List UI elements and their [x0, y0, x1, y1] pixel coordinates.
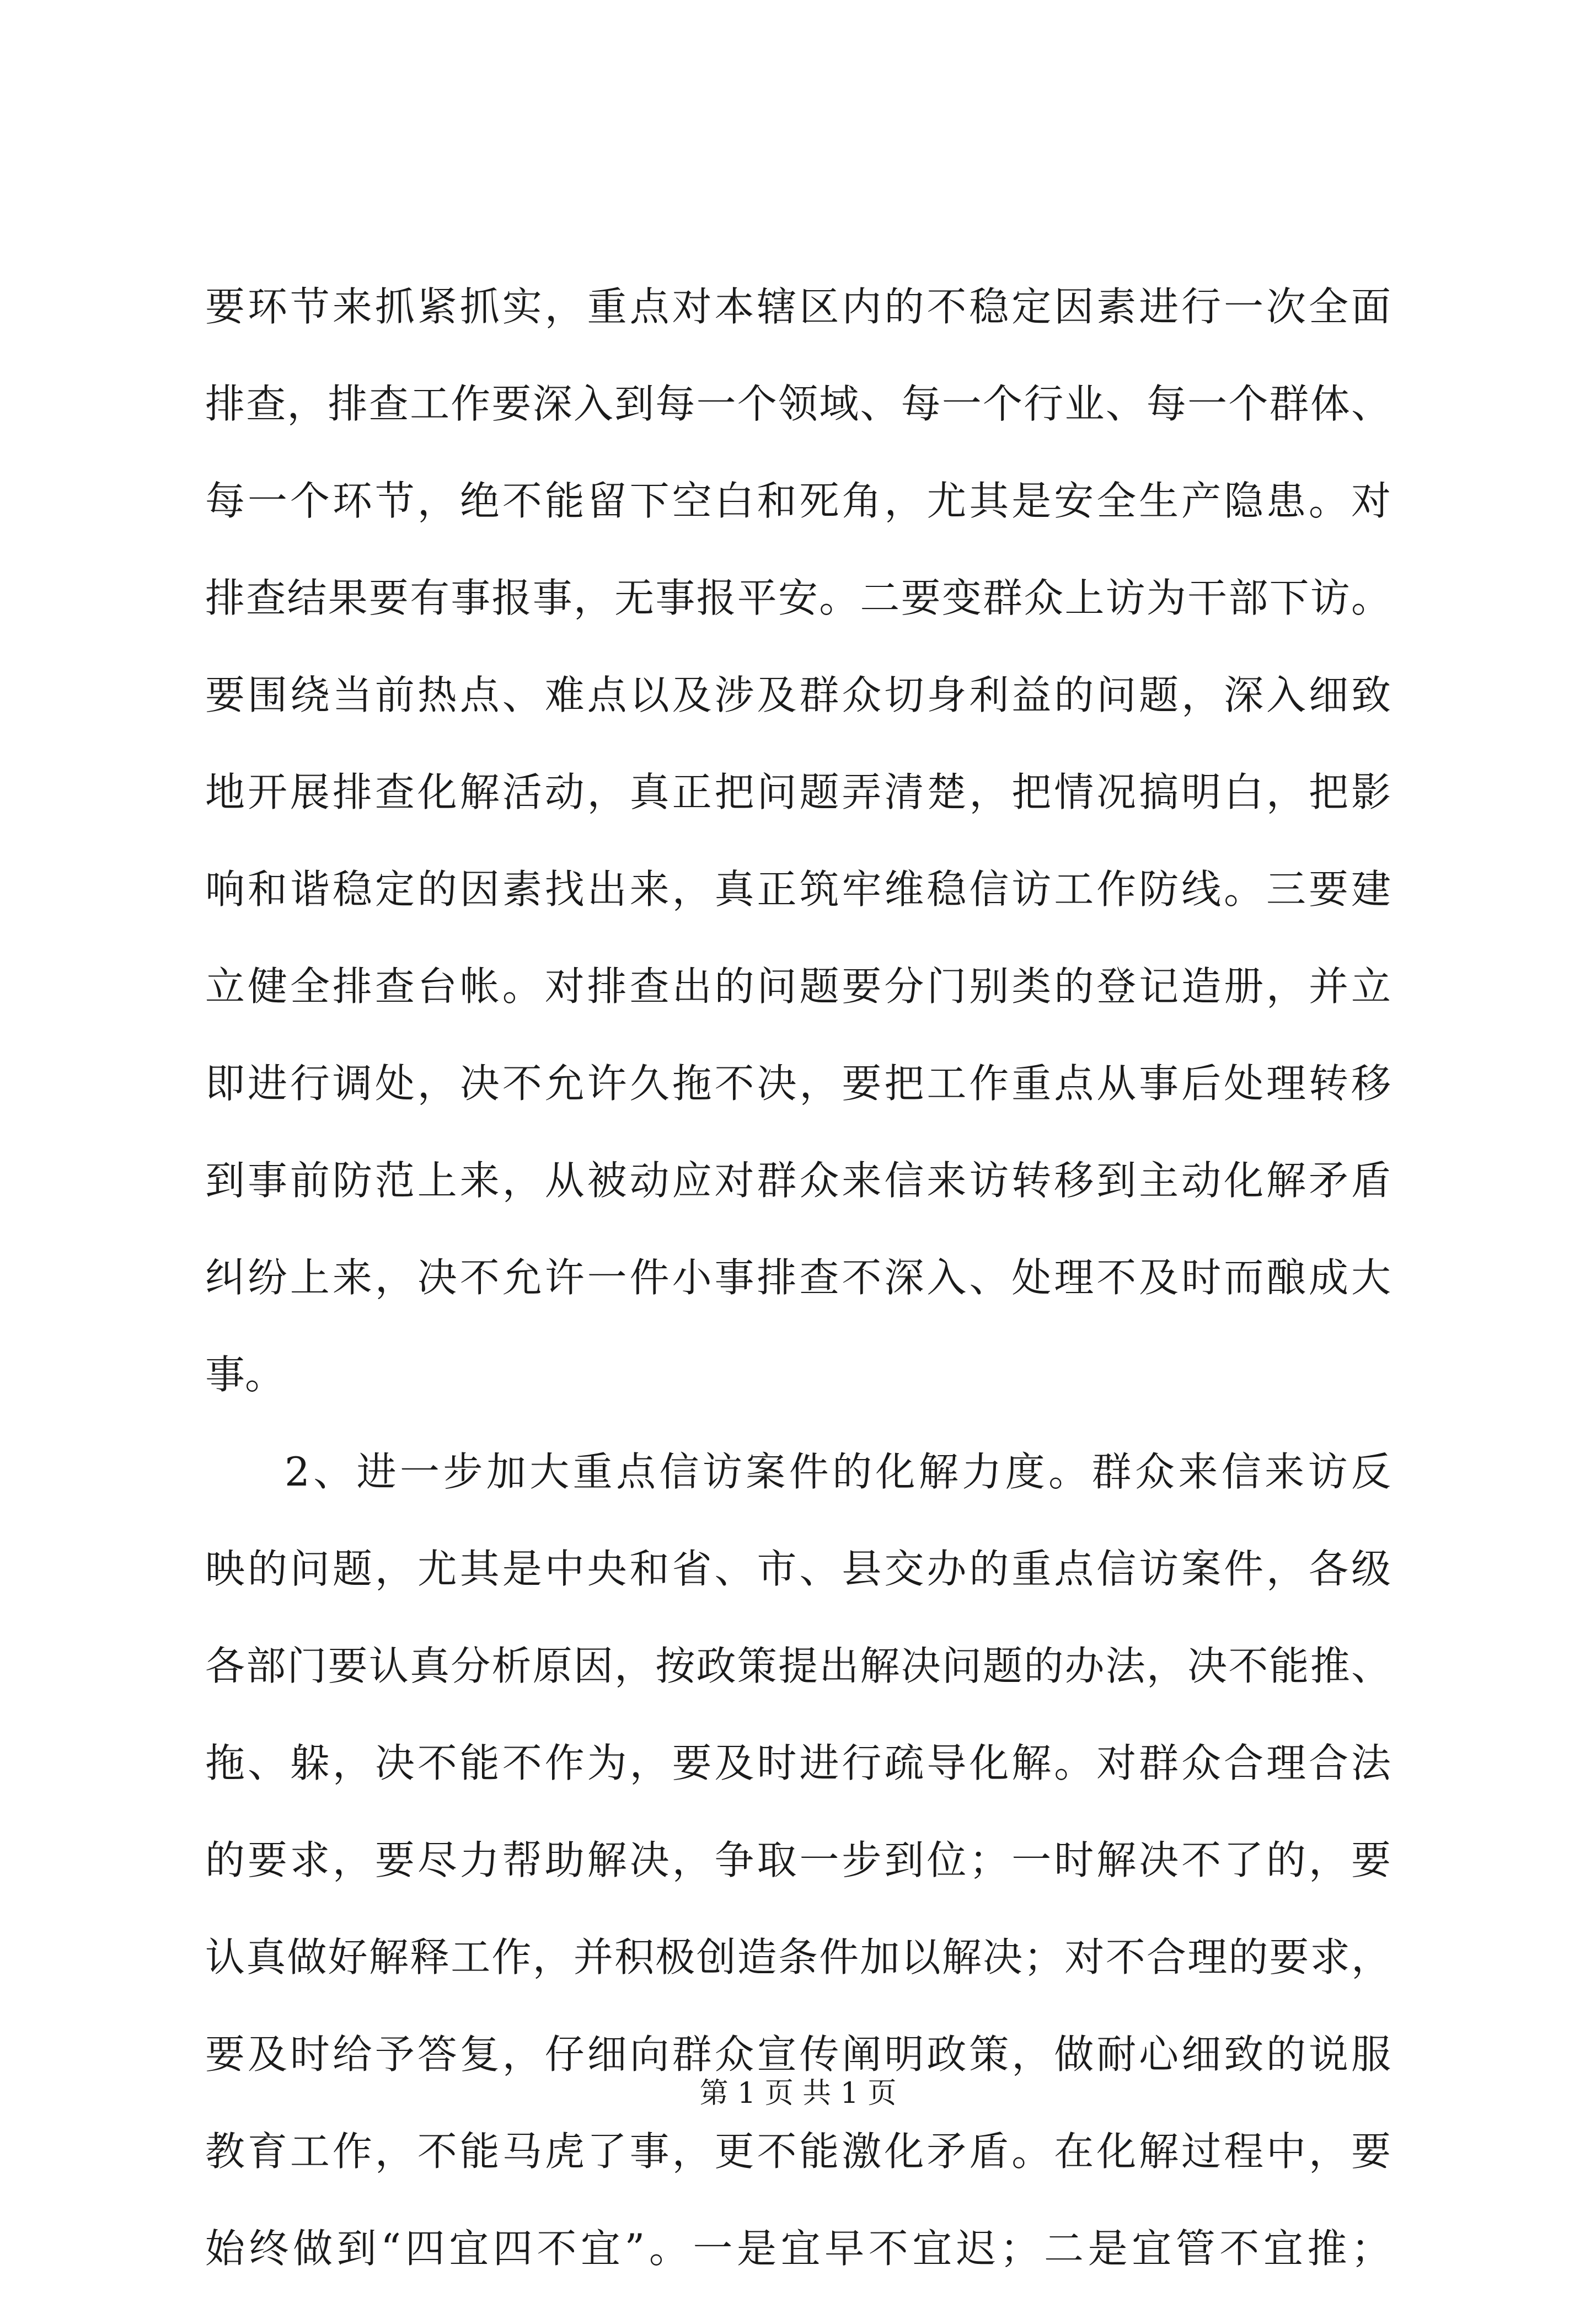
- text-line: 地开展排查化解活动，真正把问题弄清楚，把情况搞明白，把影: [205, 769, 1391, 815]
- text-line: 即进行调处，决不允许久拖不决，要把工作重点从事后处理转移: [205, 1060, 1391, 1107]
- body-text: [205, 258, 1391, 2297]
- text-line: 立健全排查台帐。对排查出的问题要分门别类的登记造册，并立: [205, 963, 1391, 1009]
- text-line: 要围绕当前热点、难点以及涉及群众切身利益的问题，深入细致: [205, 672, 1391, 718]
- text-line: 教育工作，不能马虎了事，更不能激化矛盾。在化解过程中，要: [205, 2128, 1391, 2175]
- page-number: 第 1 页 共 1 页: [699, 2077, 897, 2110]
- paragraph-1: [205, 258, 1391, 1423]
- text-line: 映的问题，尤其是中央和省、市、县交办的重点信访案件，各级: [205, 1546, 1391, 1592]
- page-footer: [0, 2074, 1596, 2113]
- text-line: 纠纷上来，决不允许一件小事排查不深入、处理不及时而酿成大: [205, 1254, 1391, 1301]
- text-line: 要环节来抓紧抓实，重点对本辖区内的不稳定因素进行一次全面: [205, 284, 1391, 330]
- text-line: 响和谐稳定的因素找出来，真正筑牢维稳信访工作防线。三要建: [205, 866, 1391, 912]
- text-line: 始终做到“四宜四不宜”。一是宜早不宜迟；二是宜管不宜推；: [205, 2225, 1391, 2272]
- text-line: 要及时给予答复，仔细向群众宣传阐明政策，做耐心细致的说服: [205, 2031, 1391, 2077]
- text-line: 认真做好解释工作，并积极创造条件加以解决；对不合理的要求，: [205, 1934, 1391, 1980]
- text-line: 的要求，要尽力帮助解决，争取一步到位；一时解决不了的，要: [205, 1837, 1391, 1883]
- text-line: 到事前防范上来，从被动应对群众来信来访转移到主动化解矛盾: [205, 1157, 1391, 1204]
- text-line: 拖、躲，决不能不作为，要及时进行疏导化解。对群众合理合法: [205, 1740, 1391, 1786]
- text-line: 各部门要认真分析原因，按政策提出解决问题的办法，决不能推、: [205, 1643, 1391, 1689]
- text-line: 事。: [205, 1352, 285, 1398]
- paragraph-2: [205, 1423, 1391, 2297]
- text-line: 排查结果要有事报事，无事报平安。二要变群众上访为干部下访。: [205, 575, 1391, 621]
- text-line: 排查，排查工作要深入到每一个领域、每一个行业、每一个群体、: [205, 381, 1391, 427]
- text-line: 2、进一步加大重点信访案件的化解力度。群众来信来访反: [285, 1449, 1391, 1495]
- text-line: 每一个环节，绝不能留下空白和死角，尤其是安全生产隐患。对: [205, 478, 1391, 524]
